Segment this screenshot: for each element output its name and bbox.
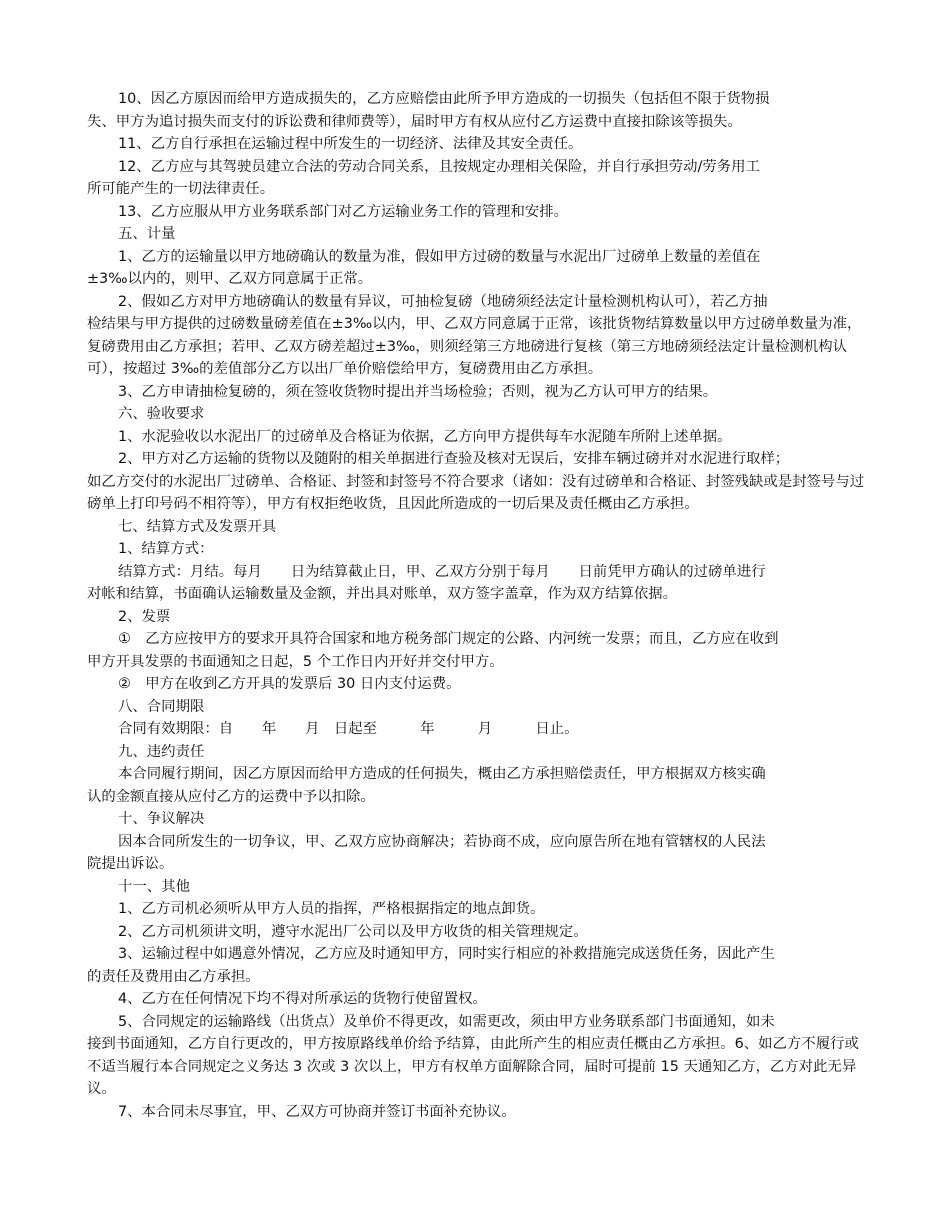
paragraph (87, 561, 870, 606)
paragraph-first-line: 1、乙方的运输量以甲方地磅确认的数量为准，假如甲方过磅的数量与水泥出厂过磅单上数量的差值在 (118, 248, 761, 265)
paragraph-first-line: 4、乙方在任何情况下均不得对所承运的货物行使留置权。 (118, 991, 487, 1007)
paragraph (87, 898, 870, 921)
paragraph (87, 201, 870, 224)
paragraph (87, 403, 870, 426)
paragraph-first-line: 10、因乙方原因而给甲方造成损失的，乙方应赔偿由此所予甲方造成的一切损失（包括但不限于货物损 (118, 91, 770, 107)
paragraph-first-line: 1、水泥验收以水泥出厂的过磅单及合格证为依据，乙方向甲方提供每车水泥随车所附上述单据。 (118, 428, 732, 445)
paragraph (87, 88, 870, 133)
paragraph-first-line: 3、乙方申请抽检复磅的，须在签收货物时提出并当场检验；否则，视为乙方认可甲方的结果。 (118, 383, 718, 400)
paragraph (87, 448, 870, 516)
paragraph-first-line: 12、乙方应与其驾驶员建立合法的劳动合同关系，且按规定办理相关保险，并自行承担劳动/劳务用工 (118, 158, 760, 175)
paragraph-first-line: 2、甲方对乙方运输的货物以及随附的相关单据进行查验及核对无误后，安排车辆过磅并对水泥进行取样； (118, 451, 790, 467)
paragraph (87, 808, 870, 831)
paragraph (87, 943, 870, 988)
paragraph-continuation: 接到书面通知，乙方自行更改的，甲方按原路线单价给予结算，由此所产生的相应责任概由乙方承担。6、如乙方不履行或不适当履行本合同规定之义务达 3 次或 3 次以上，甲方有权单方面解除合同，届时可提前 15 天通知乙方，乙方对此无异议。 (87, 1036, 859, 1097)
paragraph-continuation: 甲方开具发票的书面通知之日起，5 个工作日内开好并交付甲方。 (87, 653, 504, 670)
paragraph-first-line: 八、合同期限 (118, 698, 205, 715)
paragraph-first-line: 五、计量 (118, 226, 176, 242)
paragraph-continuation: 对帐和结算，书面确认运输数量及金额，并出具对账单，双方签字盖章，作为双方结算依据。 (87, 586, 678, 602)
paragraph-first-line: 3、运输过程中如遇意外情况，乙方应及时通知甲方，同时实行相应的补救措施完成送货任务，因此产生 (118, 946, 775, 962)
paragraph (87, 876, 870, 899)
paragraph (87, 538, 870, 561)
paragraph (87, 381, 870, 404)
paragraph (87, 831, 870, 876)
paragraph (87, 1101, 870, 1124)
paragraph-first-line: ① 乙方应按甲方的要求开具符合国家和地方税务部门规定的公路、内河统一发票；而且，乙方应在收到 (118, 631, 779, 647)
paragraph-first-line: 九、违约责任 (118, 743, 205, 760)
paragraph-continuation: ±3‰以内的，则甲、乙双方同意属于正常。 (87, 271, 373, 287)
paragraph-first-line: 1、乙方司机必须听从甲方人员的指挥，严格根据指定的地点卸货。 (118, 901, 545, 917)
paragraph (87, 763, 870, 808)
paragraph-first-line: 13、乙方应服从甲方业务联系部门对乙方运输业务工作的管理和安排。 (118, 203, 569, 220)
paragraph-first-line: 因本合同所发生的一切争议，甲、乙双方应协商解决；若协商不成，应向原告所在地有管辖权的人民法 (118, 833, 766, 850)
paragraph-continuation: 失、甲方为追讨损失而支付的诉讼费和律师费等），届时甲方有权从应付乙方运费中直接扣除该等损失。 (87, 113, 742, 130)
paragraph-first-line: 十、争议解决 (118, 811, 205, 827)
paragraph-first-line: 十一、其他 (118, 878, 190, 895)
paragraph-continuation: 认的金额直接从应付乙方的运费中予以扣除。 (87, 788, 375, 805)
paragraph-first-line: 六、验收要求 (118, 406, 205, 422)
paragraph (87, 133, 870, 156)
paragraph-first-line: 2、发票 (118, 608, 171, 625)
paragraph (87, 606, 870, 629)
paragraph (87, 246, 870, 291)
paragraph (87, 223, 870, 246)
paragraph-first-line: 1、结算方式： (118, 541, 214, 557)
paragraph-first-line: 11、乙方自行承担在运输过程中所发生的一切经济、法律及其安全责任。 (118, 136, 583, 152)
paragraph-first-line: 5、合同规定的运输路线（出货点）及单价不得更改，如需更改，须由甲方业务联系部门书面通知，如未 (118, 1013, 775, 1030)
paragraph-continuation: 检结果与甲方提供的过磅数量磅差值在±3‰以内，甲、乙双方同意属于正常，该批货物结算数量以甲方过磅单数量为准，复磅费用由乙方承担；若甲、乙双方磅差超过±3‰，则须经第三方地磅进行复核（第三方地磅须经法定计量检测机构认可），按超过 3‰的差值部分乙方以出厂单价赔偿给甲方，复磅费用由乙方承担。 (87, 316, 862, 377)
paragraph (87, 921, 870, 944)
paragraph-first-line: 七、结算方式及发票开具 (118, 518, 277, 535)
paragraph-continuation: 的责任及费用由乙方承担。 (87, 968, 260, 985)
paragraph (87, 628, 870, 673)
paragraph-continuation: 所可能产生的一切法律责任。 (87, 181, 275, 197)
paragraph (87, 291, 870, 381)
paragraph (87, 673, 870, 696)
paragraph-first-line: 2、假如乙方对甲方地磅确认的数量有异议，可抽检复磅（地磅须经法定计量检测机构认可），若乙方抽 (118, 293, 768, 310)
paragraph-first-line: 本合同履行期间，因乙方原因而给甲方造成的任何损失，概由乙方承担赔偿责任，甲方根据双方核实确 (118, 766, 766, 782)
paragraph-first-line: 结算方式：月结。每月 日为结算截止日，甲、乙双方分别于每月 日前凭甲方确认的过磅单进行 (118, 563, 766, 580)
paragraph (87, 426, 870, 449)
paragraph (87, 718, 870, 741)
paragraph-first-line: ② 甲方在收到乙方开具的发票后 30 日内支付运费。 (118, 676, 461, 692)
paragraph (87, 988, 870, 1011)
paragraph-continuation: 院提出诉讼。 (87, 856, 174, 872)
paragraph-first-line: 7、本合同未尽事宜，甲、乙双方可协商并签订书面补充协议。 (118, 1103, 516, 1120)
paragraph (87, 1011, 870, 1101)
paragraph-continuation: 如乙方交付的水泥出厂过磅单、合格证、封签和封签号不符合要求（诸如：没有过磅单和合格证、封签残缺或是封签号与过磅单上打印号码不相符等），甲方有权拒绝收货，且因此所造成的一切后果及责任概由乙方承担。 (87, 473, 865, 512)
paragraph (87, 696, 870, 719)
paragraph-first-line: 合同有效期限：自 年 月 日起至 年 月 日止。 (118, 721, 579, 737)
paragraph (87, 156, 870, 201)
document-page (87, 88, 870, 1123)
paragraph (87, 741, 870, 764)
paragraph (87, 516, 870, 539)
paragraph-first-line: 2、乙方司机须讲文明，遵守水泥出厂公司以及甲方收货的相关管理规定。 (118, 923, 588, 940)
